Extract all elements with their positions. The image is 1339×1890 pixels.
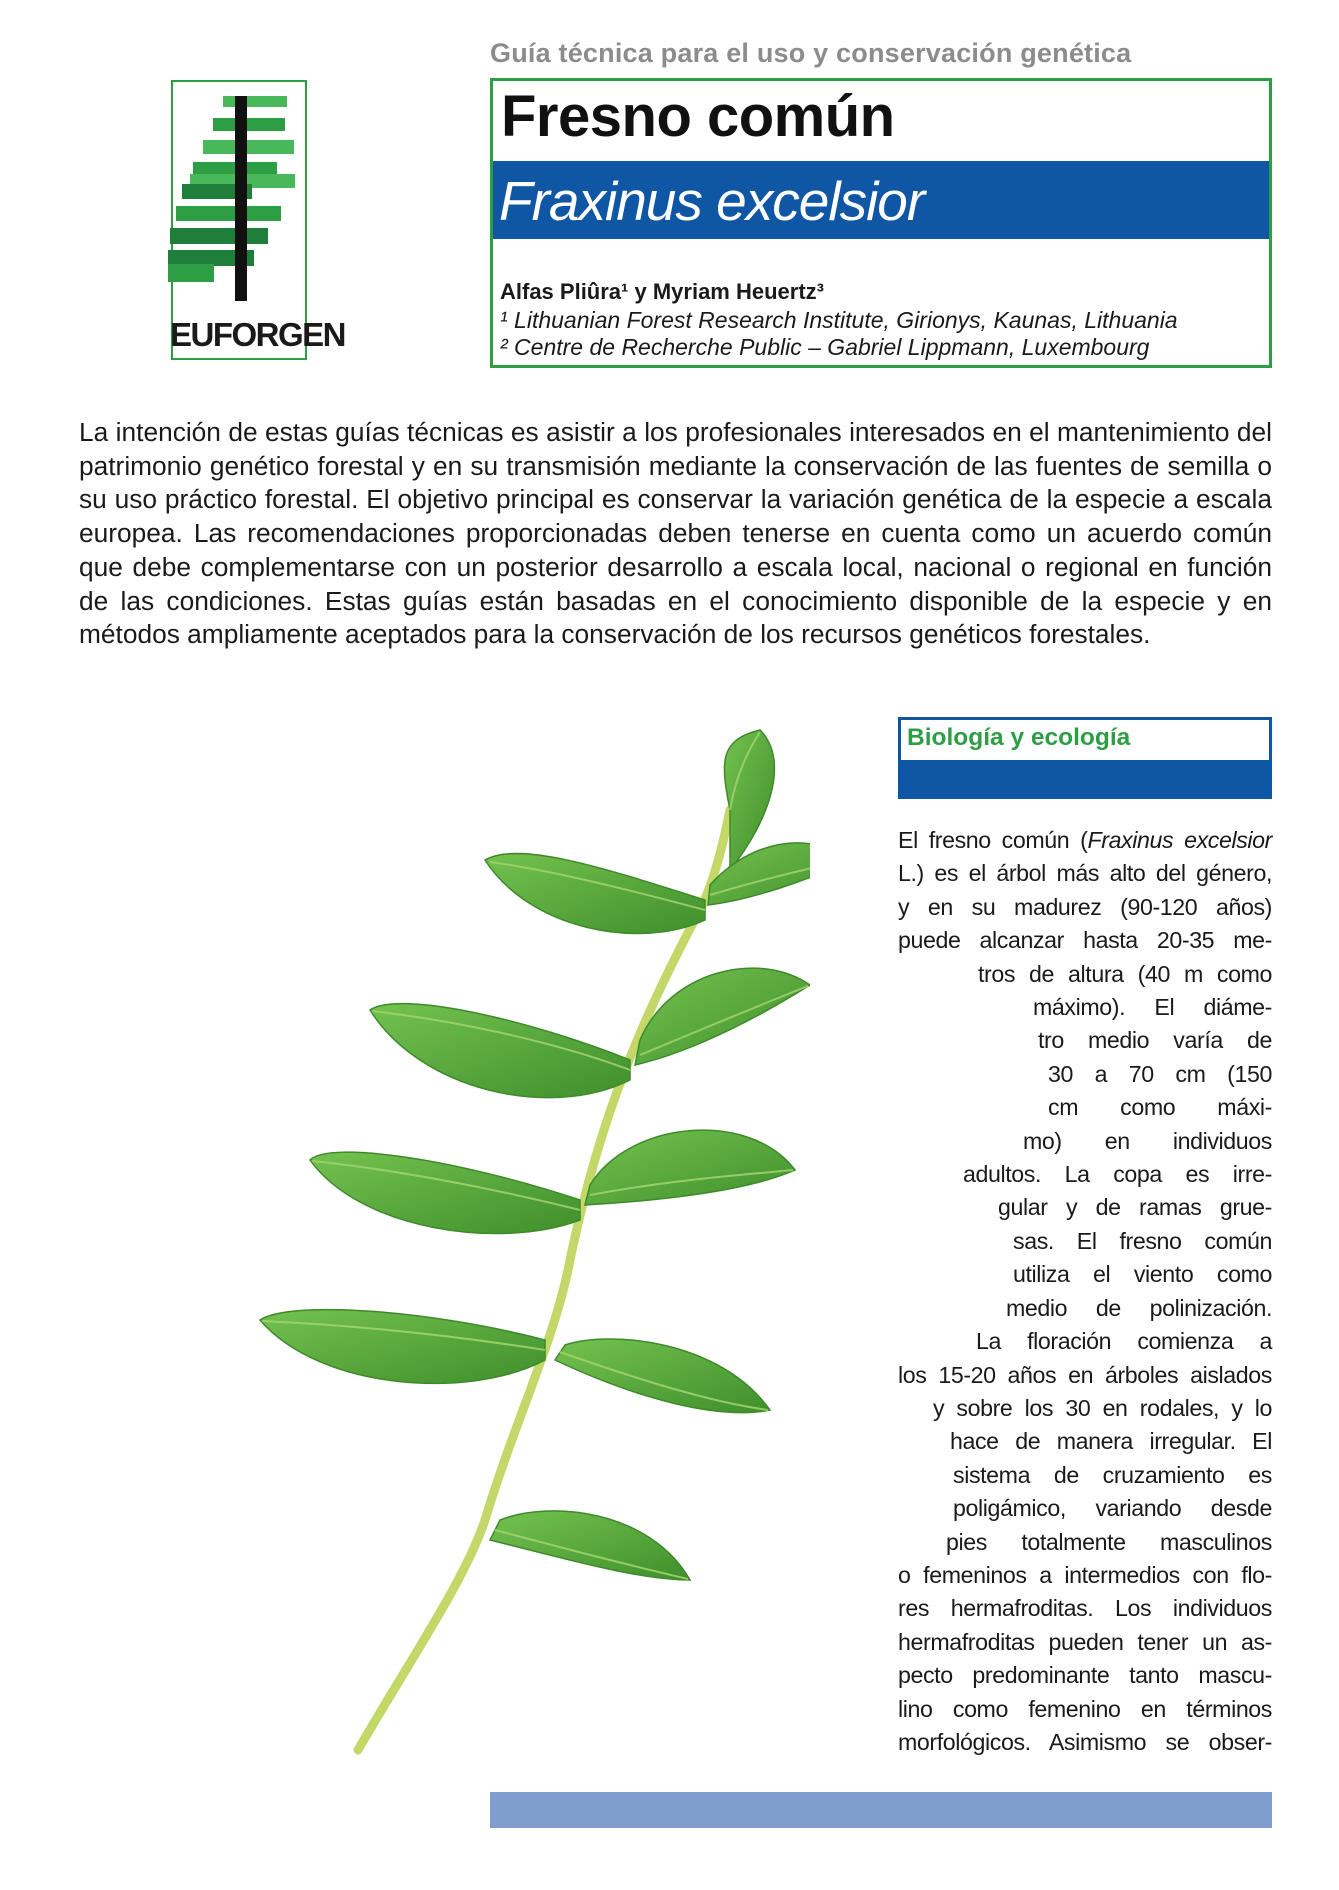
body-line: tro medio varía de — [1038, 1027, 1272, 1054]
section-title: Biología y ecología — [907, 724, 1131, 751]
body-line: El fresno común (Fraxinus excelsior — [898, 827, 1272, 853]
body-line: sistema de cruzamiento es — [953, 1461, 1272, 1488]
body-line: poligámico, variando desde — [953, 1495, 1272, 1522]
body-line: máximo). El diáme- — [1033, 994, 1272, 1021]
logo-wordmark: EUFORGEN — [170, 316, 346, 353]
intro-paragraph: La intención de estas guías técnicas es asistir a los profesionales interesados en el mantenimiento del patrimonio genético forestal y en su transmisión mediante la conservación de las fuentes de semilla o su uso práctico forestal. El objetivo principal es conservar la variación genética de la especie a escala europea. Las recomendaciones proporcionadas deben tenerse en cuenta como un acuerdo común que debe complementarse con un posterior desarrollo a escala local, nacional o regional en función de las condiciones. Estas guías están basadas en el conocimiento disponible de la especie y en métodos ampliamente aceptados para la conservación de los recursos genéticos forestales. — [79, 417, 1272, 650]
body-line: pies totalmente masculinos — [946, 1528, 1272, 1555]
body-line: gular y de ramas grue- — [998, 1194, 1272, 1221]
body-line: los 15-20 años en árboles aislados — [898, 1361, 1272, 1388]
section-header — [898, 717, 1272, 799]
body-line: adultos. La copa es irre- — [963, 1161, 1272, 1188]
section-body — [898, 824, 1272, 1759]
body-line: y en su madurez (90-120 años) — [898, 893, 1272, 920]
page-title: Fresno común — [501, 84, 895, 149]
euforgen-logo — [168, 78, 346, 368]
body-line: mo) en individuos — [1023, 1127, 1272, 1154]
affiliation-2: ² Centre de Recherche Public – Gabriel Lippmann, Luxembourg — [500, 334, 1150, 360]
affiliation-1: ¹ Lithuanian Forest Research Institute, Girionys, Kaunas, Lithuania — [500, 307, 1178, 333]
title-box — [490, 78, 1272, 368]
series-title: Guía técnica para el uso y conservación genética — [490, 38, 1132, 68]
ash-leaf-illustration — [250, 720, 810, 1780]
body-line: L.) es el árbol más alto del género, — [898, 860, 1272, 887]
body-line: tros de altura (40 m como — [978, 960, 1272, 987]
scientific-name-band — [493, 161, 1269, 239]
body-line: 30 a 70 cm (150 — [1048, 1060, 1272, 1087]
body-line: lino como femenino en términos — [898, 1695, 1272, 1722]
body-line: medio de polinización. — [1006, 1294, 1272, 1321]
body-line: hace de manera irregular. El — [950, 1428, 1272, 1455]
body-line: cm como máxi- — [1048, 1094, 1272, 1121]
ash-leaf-icon — [250, 720, 810, 1780]
body-line: sas. El fresno común — [1013, 1227, 1272, 1254]
body-line: y sobre los 30 en rodales, y lo — [933, 1394, 1272, 1421]
body-line: hermafroditas pueden tener un as- — [898, 1628, 1272, 1655]
body-line: morfológicos. Asimismo se obser- — [898, 1728, 1272, 1755]
body-line: pecto predominante tanto mascu- — [898, 1662, 1272, 1689]
footer-bar — [490, 1792, 1272, 1828]
body-line: puede alcanzar hasta 20-35 me- — [898, 927, 1272, 954]
body-line: res hermafroditas. Los individuos — [898, 1595, 1272, 1622]
scientific-name: Fraxinus excelsior — [499, 170, 925, 232]
body-line: La floración comienza a — [976, 1328, 1272, 1355]
body-line: o femeninos a intermedios con flo- — [898, 1561, 1272, 1588]
authors: Alfas Pliûra¹ y Myriam Heuertz³ — [500, 279, 824, 304]
body-line: utiliza el viento como — [1013, 1261, 1272, 1288]
